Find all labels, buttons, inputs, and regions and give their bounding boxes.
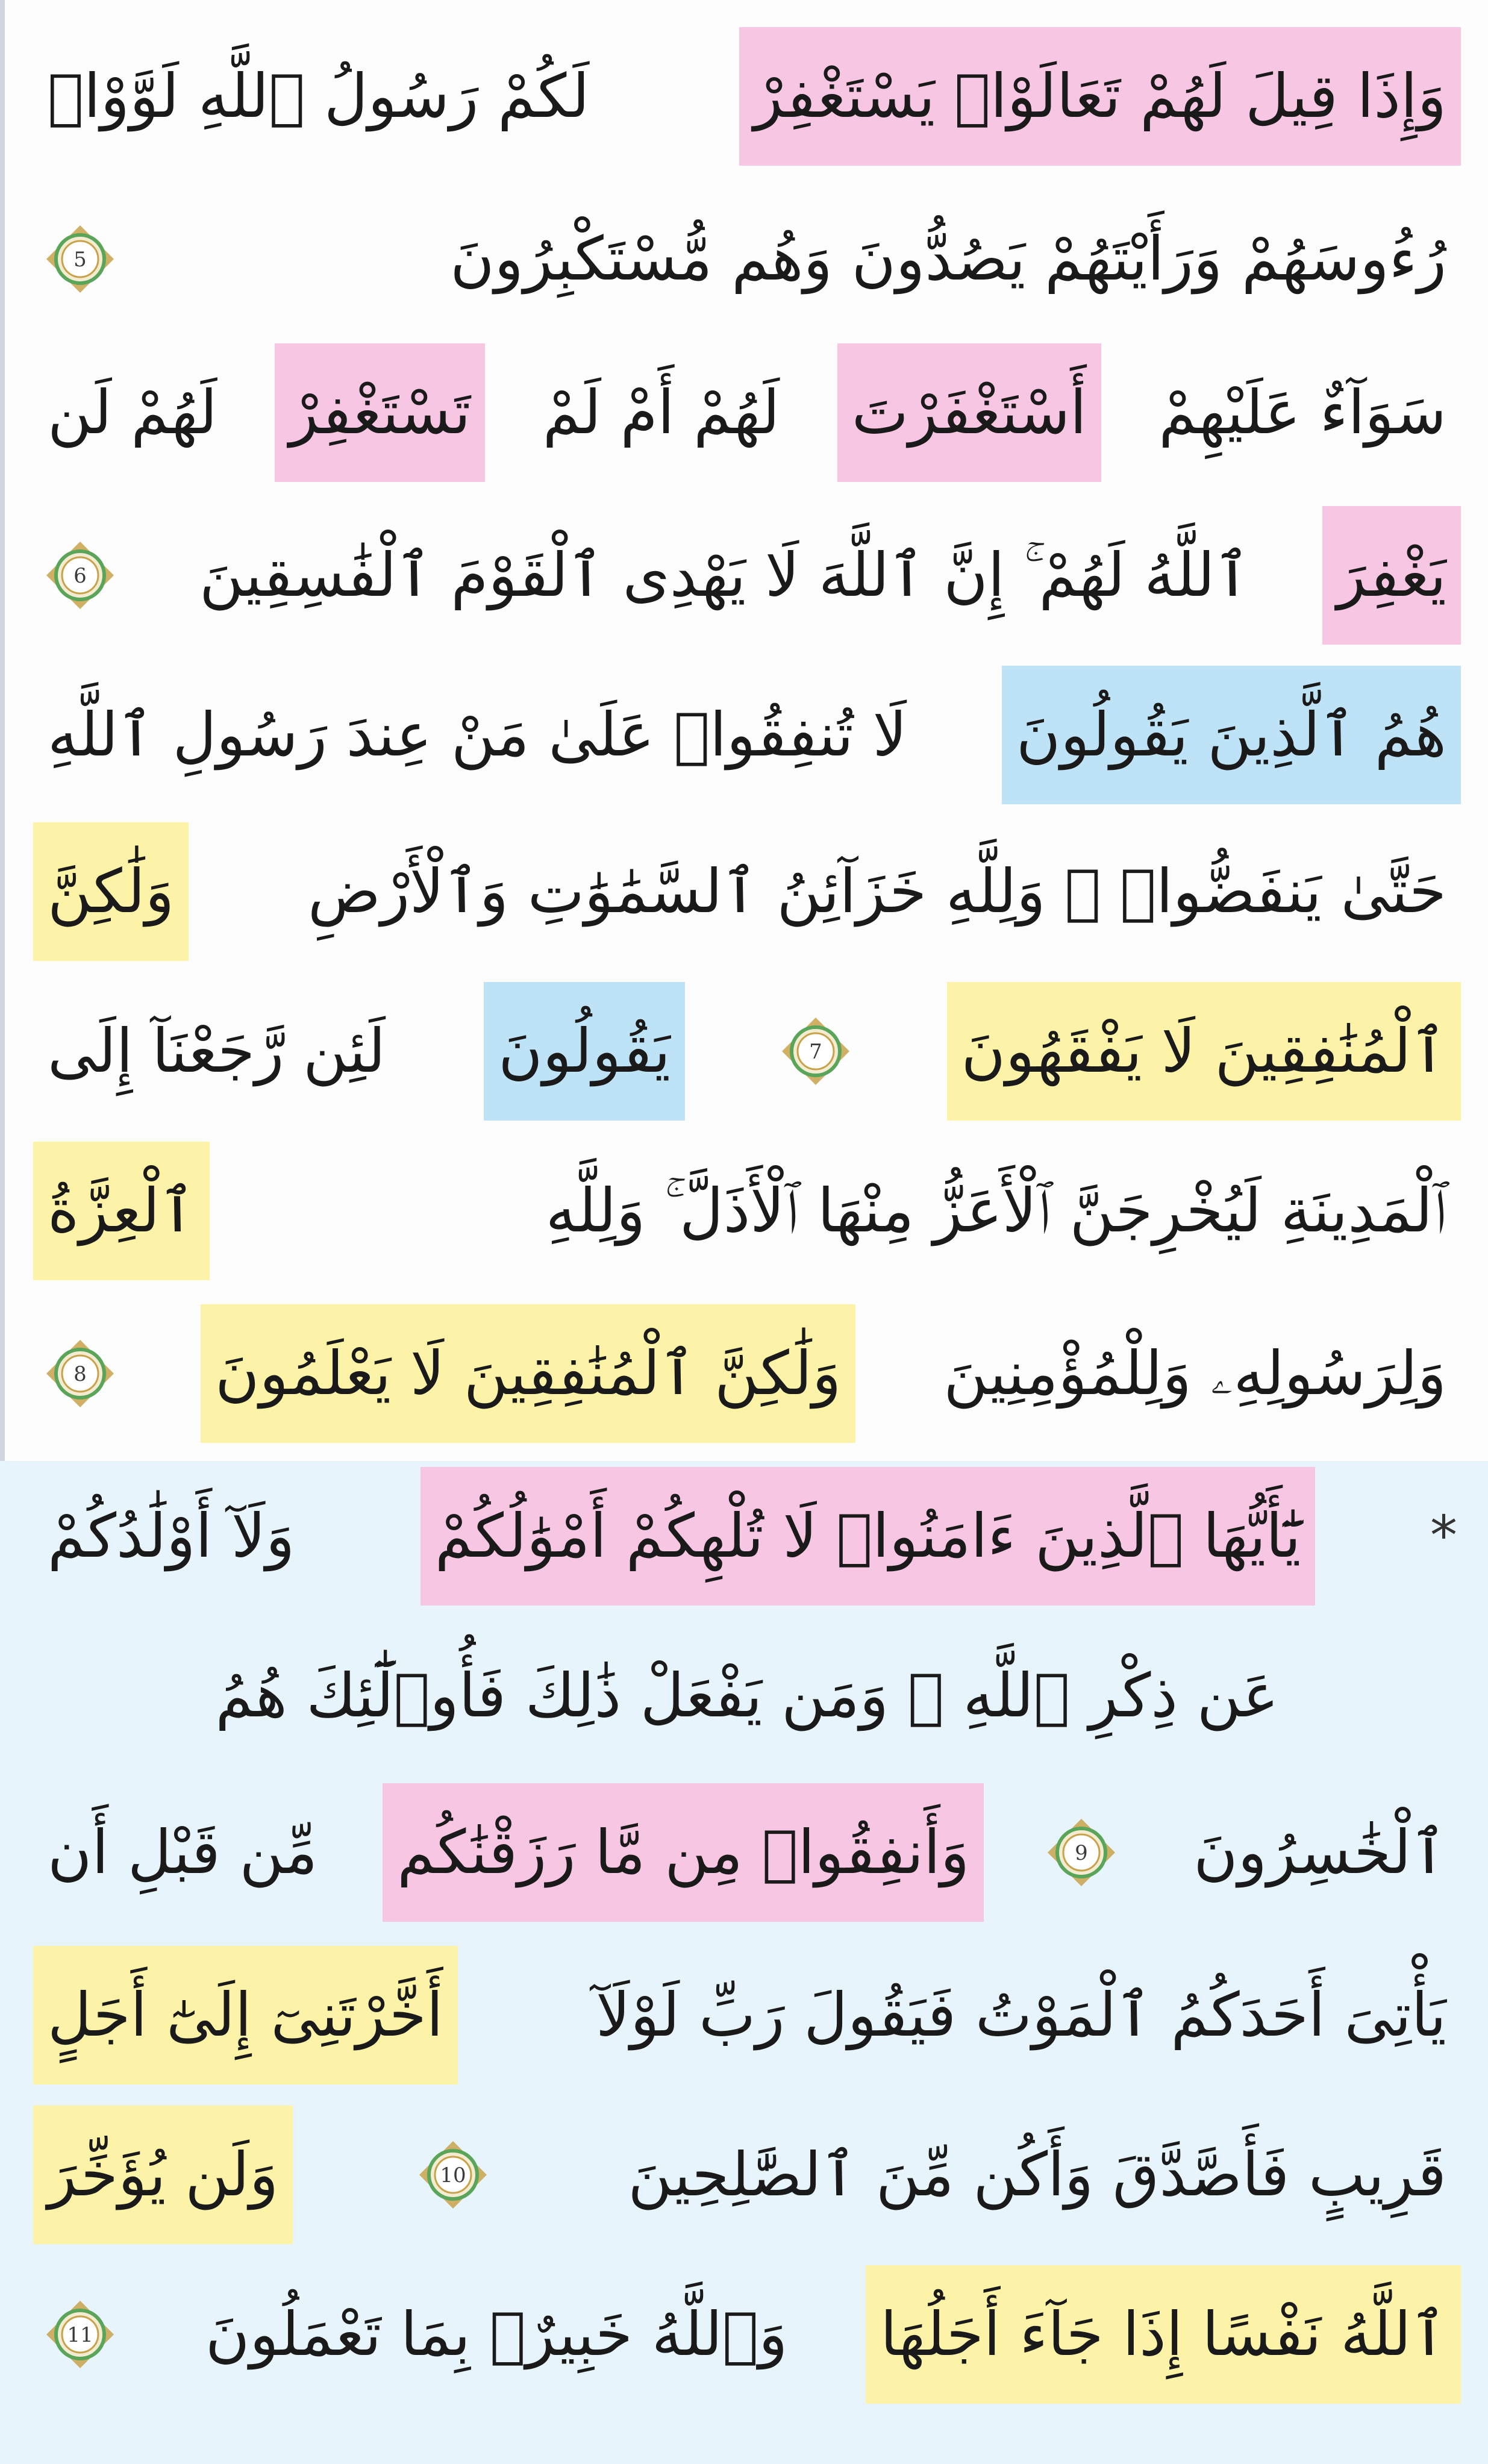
- ayah-marker-icon: [780, 1015, 852, 1087]
- ayah-end-marker: [44, 539, 116, 611]
- highlighted-verse-text: هُمُ ٱلَّذِينَ يَقُولُونَ: [1002, 666, 1461, 804]
- verse-text: لَا تُنفِقُوا۟ عَلَىٰ مَنْ عِندَ رَسُولِ ٱللَّهِ: [48, 699, 907, 770]
- highlighted-verse-text: ٱلْمُنَٰفِقِينَ لَا يَفْقَهُونَ: [947, 982, 1461, 1121]
- text-line: [33, 202, 1461, 316]
- highlighted-verse-text: وَلَٰكِنَّ ٱلْمُنَٰفِقِينَ لَا يَعْلَمُونَ: [201, 1304, 855, 1443]
- text-line: [33, 1958, 1461, 2072]
- ayah-marker-icon: [1045, 1816, 1118, 1889]
- verse-text: مِّن قَبْلِ أَن: [48, 1817, 318, 1887]
- highlighted-verse-text: يَٰٓأَيُّهَا ٱلَّذِينَ ءَامَنُوا۟ لَا تُلْهِكُمْ أَمْوَٰلُكُمْ: [420, 1467, 1316, 1606]
- text-line: [33, 678, 1461, 792]
- highlighted-verse-text: وَإِذَا قِيلَ لَهُمْ تَعَالَوْا۟ يَسْتَغْفِرْ: [739, 27, 1461, 166]
- text-line: [33, 518, 1461, 633]
- text-line: [33, 2277, 1461, 2392]
- ayah-number: 5: [73, 248, 87, 272]
- verse-text: لَئِن رَّجَعْنَآ إِلَى: [48, 1016, 386, 1086]
- ayah-end-marker: [780, 1015, 852, 1087]
- verse-text: رُءُوسَهُمْ وَرَأَيْتَهُمْ يَصُدُّونَ وَهُم مُّسْتَكْبِرُونَ: [450, 224, 1446, 294]
- highlighted-verse-text: تَسْتَغْفِرْ: [275, 343, 485, 482]
- verse-text: ٱلْخَٰسِرُونَ: [1193, 1817, 1446, 1887]
- ayah-number: 8: [73, 1362, 87, 1386]
- text-line: [33, 355, 1461, 470]
- verse-text: وَٱللَّهُ خَبِيرٌۢ بِمَا تَعْمَلُونَ: [205, 2299, 788, 2369]
- ayah-marker-icon: [44, 223, 116, 295]
- text-line: [33, 834, 1461, 949]
- text-line: [33, 1479, 1461, 1593]
- highlighted-verse-text: يَغْفِرَ: [1322, 506, 1461, 645]
- text-line: [33, 994, 1461, 1108]
- ayah-marker-icon: [417, 2139, 489, 2211]
- text-line: [33, 1316, 1461, 1431]
- ayah-end-marker: [44, 1337, 116, 1410]
- text-line: [33, 1639, 1461, 1753]
- verse-text: سَوَآءٌ عَلَيْهِمْ: [1158, 377, 1446, 448]
- text-line: [33, 39, 1461, 154]
- ayah-marker-icon: [44, 539, 116, 611]
- ayah-number: 10: [440, 2163, 466, 2187]
- ayah-number: 9: [1075, 1841, 1089, 1865]
- highlighted-verse-text: أَسْتَغْفَرْتَ: [837, 343, 1101, 482]
- highlighted-verse-text: وَلَن يُؤَخِّرَ: [33, 2106, 293, 2244]
- ayah-number: 6: [73, 564, 87, 588]
- ayah-marker-icon: [44, 1337, 116, 1410]
- verse-text: وَلَآ أَوْلَٰدُكُمْ: [48, 1501, 295, 1571]
- highlighted-verse-text: وَأَنفِقُوا۟ مِن مَّا رَزَقْنَٰكُم: [383, 1783, 984, 1922]
- ayah-number: 7: [809, 1040, 823, 1064]
- ayah-end-marker: [1045, 1816, 1118, 1889]
- highlighted-verse-text: ٱللَّهُ نَفْسًا إِذَا جَآءَ أَجَلُهَا: [866, 2265, 1461, 2404]
- verse-text: يَأْتِىَ أَحَدَكُمُ ٱلْمَوْتُ فَيَقُولَ رَبِّ لَوْلَآ: [596, 1980, 1446, 2050]
- verse-text: لَكُمْ رَسُولُ ٱللَّهِ لَوَّوْا۟: [48, 61, 590, 131]
- verse-text: حَتَّىٰ يَنفَضُّوا۟ ۗ وَلِلَّهِ خَزَآئِنُ ٱلسَّمَٰوَٰتِ وَٱلْأَرْضِ: [307, 856, 1446, 927]
- text-line: [33, 1154, 1461, 1268]
- verse-text: عَن ذِكْرِ ٱللَّهِ ۚ وَمَن يَفْعَلْ ذَٰلِكَ فَأُو۟لَٰٓئِكَ هُمُ: [215, 1660, 1279, 1731]
- highlighted-verse-text: يَقُولُونَ: [484, 982, 685, 1121]
- highlighted-verse-text: وَلَٰكِنَّ: [33, 822, 189, 961]
- ayah-end-marker: [44, 223, 116, 295]
- verse-text: قَرِيبٍ فَأَصَّدَّقَ وَأَكُن مِّنَ ٱلصَّٰلِحِينَ: [628, 2139, 1446, 2210]
- ayah-number: 11: [67, 2323, 93, 2347]
- ayah-end-marker: [417, 2139, 489, 2211]
- highlighted-verse-text: أَخَّرْتَنِىٓ إِلَىٰٓ أَجَلٍ: [33, 1946, 458, 2084]
- ayah-marker-icon: [44, 2298, 116, 2371]
- verse-text: لَهُمْ أَمْ لَمْ: [542, 377, 780, 448]
- ayah-end-marker: [44, 2298, 116, 2371]
- highlighted-verse-text: ٱلْعِزَّةُ: [33, 1142, 210, 1280]
- verse-text: وَلِرَسُولِهِۦ وَلِلْمُؤْمِنِينَ: [943, 1338, 1446, 1409]
- hizb-star-icon: *: [1430, 1504, 1457, 1568]
- verse-text: لَهُمْ لَن: [48, 377, 217, 448]
- text-line: [33, 1795, 1461, 1910]
- text-line: [33, 2118, 1461, 2232]
- verse-text: ٱلْمَدِينَةِ لَيُخْرِجَنَّ ٱلْأَعَزُّ مِنْهَا ٱلْأَذَلَّ ۚ وَلِلَّهِ: [545, 1175, 1446, 1246]
- verse-text: ٱللَّهُ لَهُمْ ۚ إِنَّ ٱللَّهَ لَا يَهْدِى ٱلْقَوْمَ ٱلْفَٰسِقِينَ: [199, 540, 1251, 610]
